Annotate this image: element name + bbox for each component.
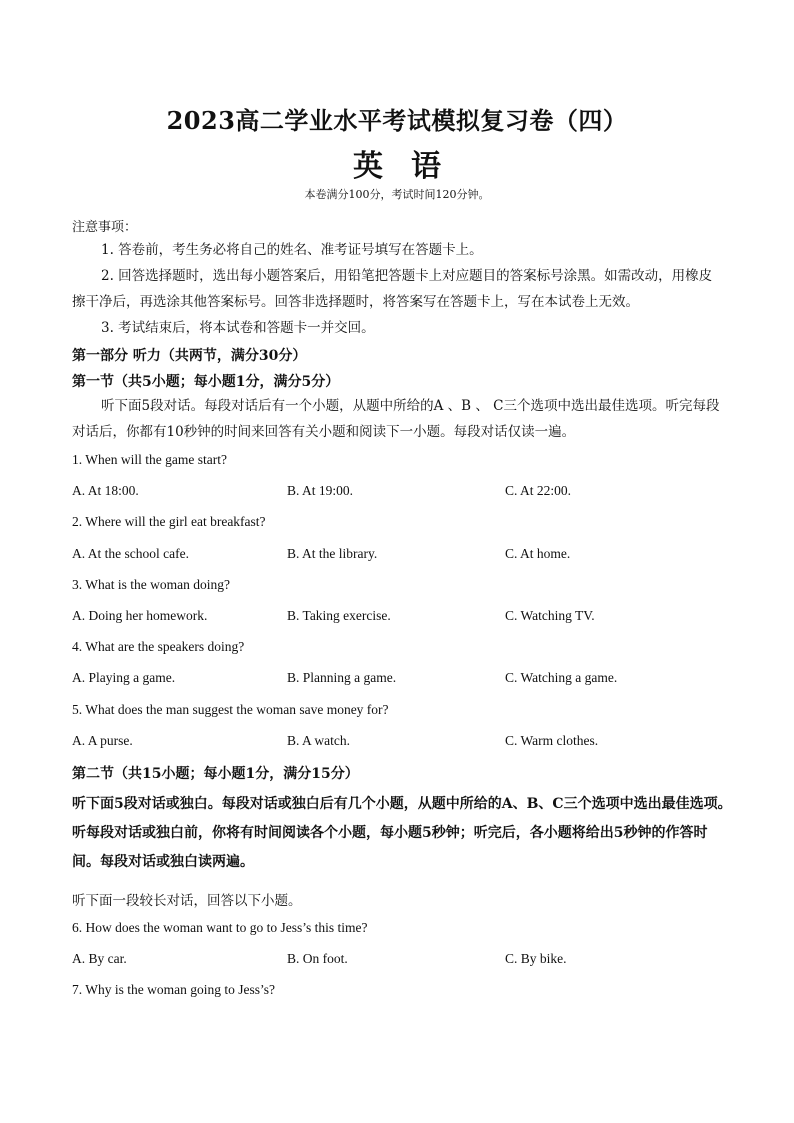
notice-heading: 注意事项： (72, 220, 138, 235)
notice-item-3: 3. 考试结束后，将本试卷和答题卡一并交回。 (101, 320, 375, 336)
section1-instructions: 听下面5段对话。每段对话后有一个小题，从题中所给的A 、B 、 C三个选项中选出最佳选项。听完每段对话后，你都有10秒钟的时间来回答有关小题和阅读下一小题。每段对话仅读一遍。 (72, 398, 720, 440)
question-4: 4. What are the speakers doing? (72, 639, 245, 654)
q4-option-b[interactable]: B. Planning a game. (287, 670, 397, 685)
part1-heading: 第一部分 听力（共两节，满分30分） (72, 348, 307, 364)
question-5: 5. What does the man suggest the woman save money for? (72, 702, 389, 717)
question-6: 6. How does the woman want to go to Jess’s this time? (72, 920, 368, 935)
q2-option-a[interactable]: A. At the school cafe. (72, 546, 189, 561)
q6-option-a[interactable]: A. By car. (72, 951, 127, 966)
q1-option-a[interactable]: A. At 18:00. (72, 483, 139, 498)
exam-title: 2023高二学业水平考试模拟复习卷（四） (166, 106, 628, 135)
section2-heading: 第二节（共15小题；每小题1分，满分15分） (72, 766, 359, 782)
q4-option-c[interactable]: C. Watching a game. (505, 670, 618, 685)
section2-sub-instruction: 听下面一段较长对话，回答以下小题。 (72, 893, 302, 909)
exam-meta: 本卷满分100分，考试时间120分钟。 (304, 188, 490, 201)
question-2: 2. Where will the girl eat breakfast? (72, 514, 266, 529)
question-1: 1. When will the game start? (72, 452, 227, 467)
q1-option-c[interactable]: C. At 22:00. (505, 483, 572, 498)
q6-option-b[interactable]: B. On foot. (287, 951, 348, 966)
q2-option-b[interactable]: B. At the library. (287, 546, 378, 561)
q5-option-b[interactable]: B. A watch. (287, 733, 350, 748)
q1-option-b[interactable]: B. At 19:00. (287, 483, 354, 498)
notice-item-1: 1. 答卷前，考生务必将自己的姓名、准考证号填写在答题卡上。 (101, 242, 483, 258)
q5-option-c[interactable]: C. Warm clothes. (505, 733, 599, 748)
subject-title: 英语 (353, 149, 469, 184)
q4-option-a[interactable]: A. Playing a game. (72, 670, 176, 685)
question-3: 3. What is the woman doing? (72, 577, 230, 592)
notice-item-2: 2. 回答选择题时，选出每小题答案后，用铅笔把答题卡上对应题目的答案标号涂黑。如需改动，用橡皮擦干净后，再选涂其他答案标号。回答非选择题时，将答案写在答题卡上，写在本试卷上无效。 (72, 268, 713, 310)
section2-instructions: 听下面5段对话或独白。每段对话或独白后有几个小题，从题中所给的A、B、C三个选项中选出最佳选项。听每段对话或独白前，你将有时间阅读各个小题，每小题5秒钟；听完后，各小题将给出5秒钟的作答时间。每段对话或独白读两遍。 (72, 796, 732, 870)
q3-option-c[interactable]: C. Watching TV. (505, 608, 595, 623)
q3-option-b[interactable]: B. Taking exercise. (287, 608, 391, 623)
q5-option-a[interactable]: A. A purse. (72, 733, 133, 748)
q6-option-c[interactable]: C. By bike. (505, 951, 567, 966)
question-7: 7. Why is the woman going to Jess’s? (72, 982, 275, 997)
q2-option-c[interactable]: C. At home. (505, 546, 571, 561)
section1-heading: 第一节（共5小题；每小题1分，满分5分） (72, 374, 340, 390)
q3-option-a[interactable]: A. Doing her homework. (72, 608, 208, 623)
